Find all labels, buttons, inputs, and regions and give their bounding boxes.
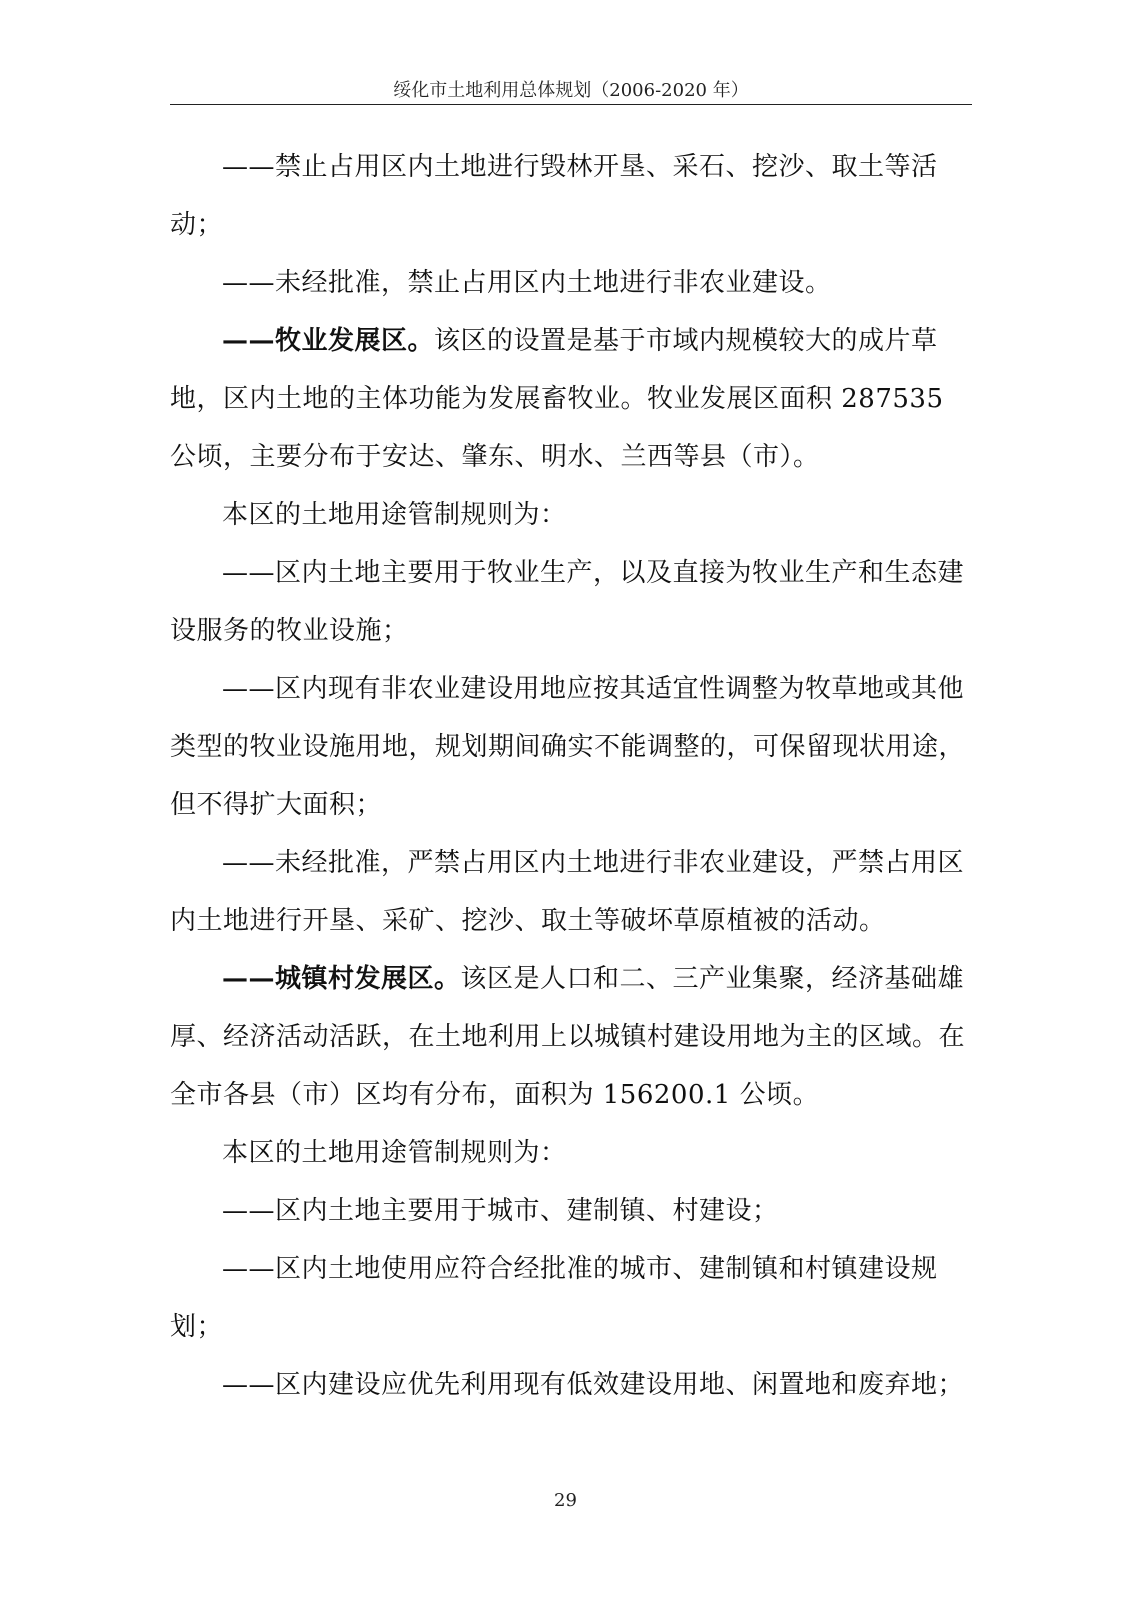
paragraph <box>170 1356 966 1414</box>
paragraph <box>170 1182 966 1240</box>
paragraph-text: ——禁止占用区内土地进行毁林开垦、采石、挖沙、取土等活动； <box>170 152 938 240</box>
paragraph-text: ——区内现有非农业建设用地应按其适宜性调整为牧草地或其他类型的牧业设施用地，规划期间确实不能调整的，可保留现状用途，但不得扩大面积； <box>170 674 966 820</box>
paragraph <box>170 950 966 1124</box>
paragraph-text: ——区内土地主要用于牧业生产，以及直接为牧业生产和生态建设服务的牧业设施； <box>170 558 965 646</box>
paragraph-text: ——区内土地主要用于城市、建制镇、村建设； <box>222 1196 779 1226</box>
paragraph <box>170 834 966 950</box>
header-divider <box>170 104 972 105</box>
document-body <box>170 138 966 1414</box>
paragraph-text: 该区是人口和二、三产业集聚，经济基础雄厚、经济活动活跃，在土地利用上以城镇村建设用地为主的区域。在全市各县（市）区均有分布，面积为 156200.1 公顷。 <box>170 964 966 1110</box>
paragraph <box>170 312 966 486</box>
paragraph-text: ——未经批准，严禁占用区内土地进行非农业建设，严禁占用区内土地进行开垦、采矿、挖沙、取土等破坏草原植被的活动。 <box>170 848 965 936</box>
paragraph <box>170 486 966 544</box>
paragraph-text: 本区的土地用途管制规则为： <box>222 1138 567 1168</box>
page-header-title: 绥化市土地利用总体规划（2006-2020 年） <box>393 80 749 101</box>
paragraph <box>170 138 966 254</box>
paragraph <box>170 660 966 834</box>
paragraph <box>170 1240 966 1356</box>
paragraph-text: ——未经批准，禁止占用区内土地进行非农业建设。 <box>222 268 832 298</box>
paragraph-text: 该区的设置是基于市域内规模较大的成片草地，区内土地的主体功能为发展畜牧业。牧业发展区面积 287535 公顷，主要分布于安达、肇东、明水、兰西等县（市）。 <box>170 326 944 472</box>
paragraph <box>170 1124 966 1182</box>
paragraph-text: 本区的土地用途管制规则为： <box>222 500 567 530</box>
page-number: 29 <box>554 1490 577 1511</box>
section-heading-urban-zone: ——城镇村发展区。 <box>222 964 461 994</box>
paragraph <box>170 254 966 312</box>
paragraph-text: ——区内土地使用应符合经批准的城市、建制镇和村镇建设规划； <box>170 1254 938 1342</box>
paragraph-text: ——区内建设应优先利用现有低效建设用地、闲置地和废弃地； <box>222 1370 965 1400</box>
paragraph <box>170 544 966 660</box>
section-heading-pasture-zone: ——牧业发展区。 <box>222 326 435 356</box>
